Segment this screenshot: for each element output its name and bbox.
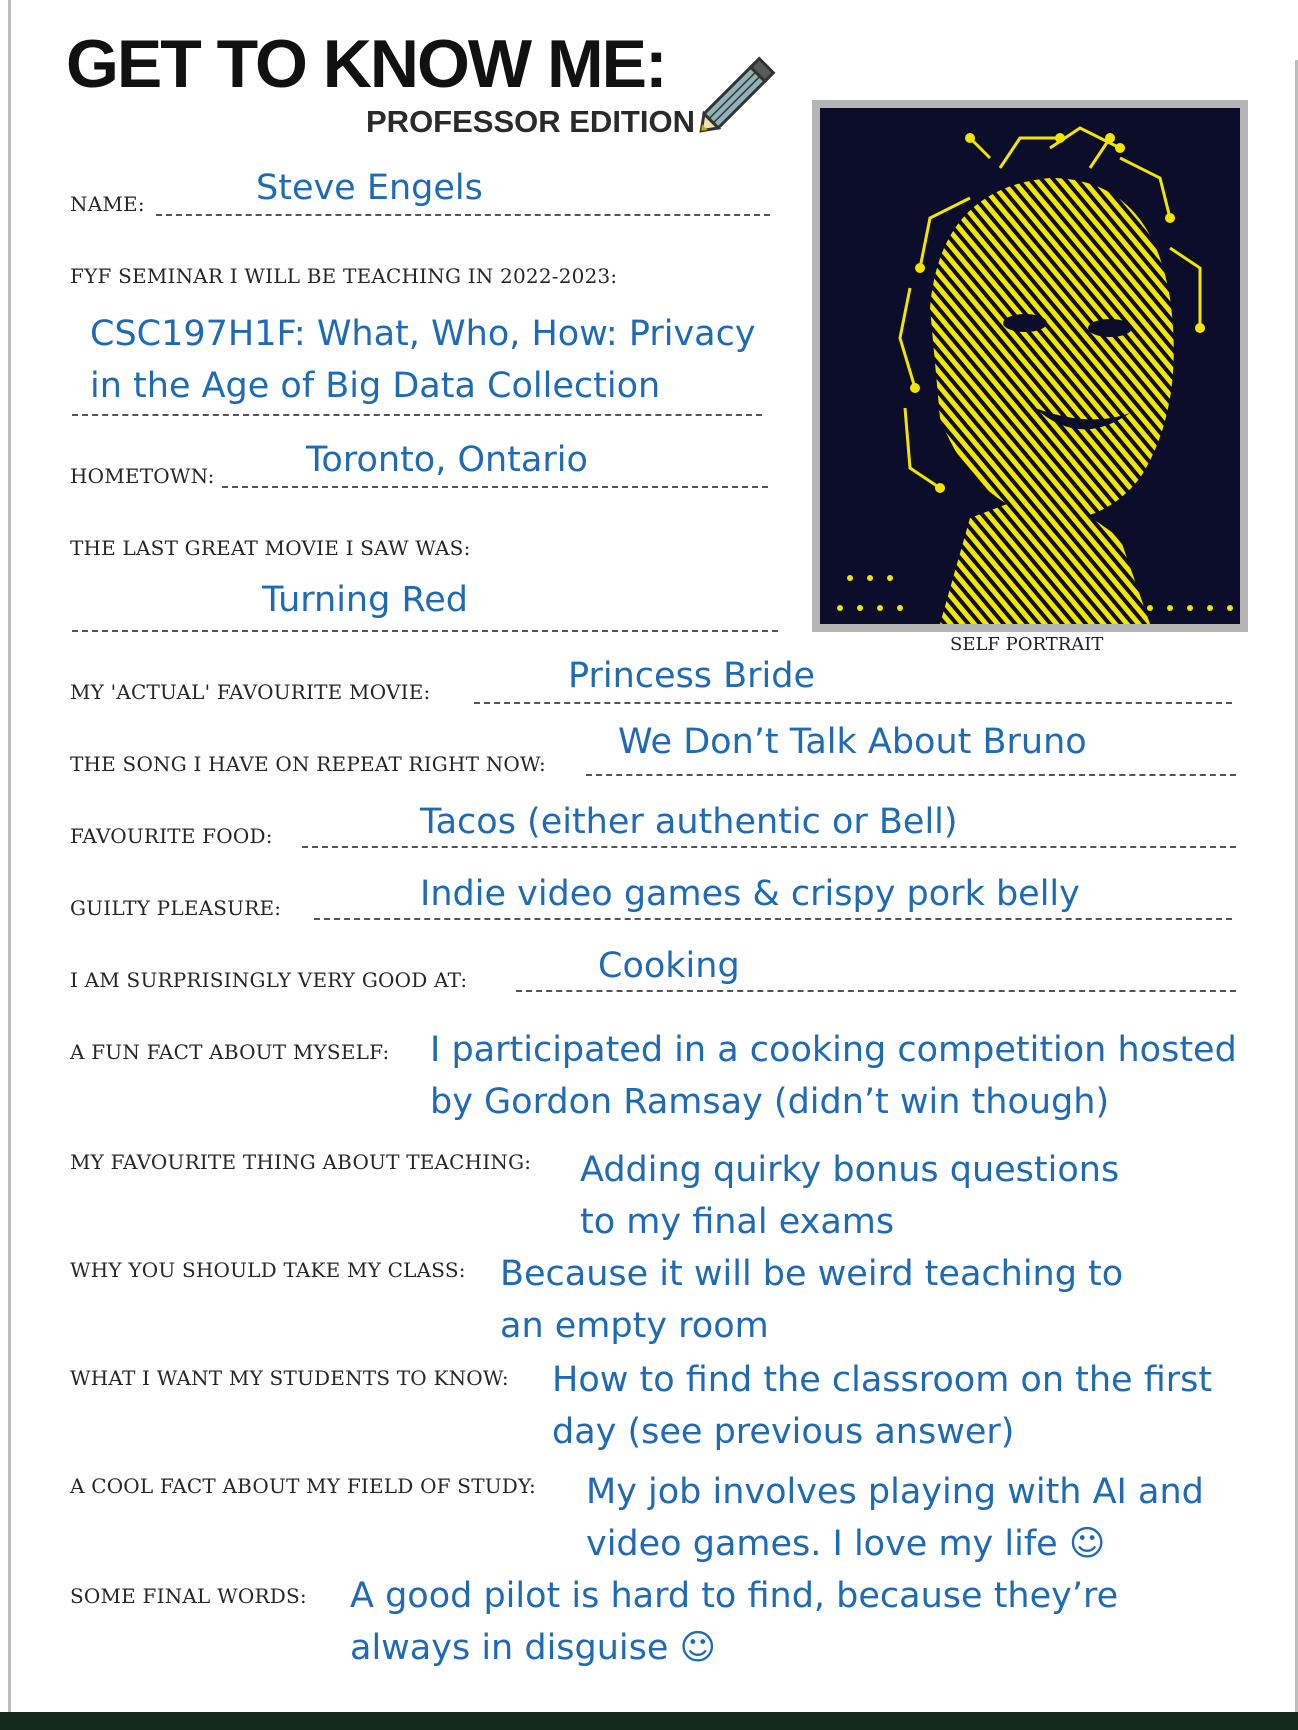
song-answer: We Don’t Talk About Bruno — [618, 722, 1087, 762]
teaching-answer-line1: Adding quirky bonus questions — [580, 1150, 1120, 1190]
self-portrait-image — [820, 108, 1240, 624]
seminar-label: FYF SEMINAR I WILL BE TEACHING IN 2022-2023: — [70, 264, 618, 288]
name-label: NAME: — [70, 192, 145, 216]
teaching-label: MY FAVOURITE THING ABOUT TEACHING: — [70, 1150, 532, 1174]
name-line — [156, 214, 770, 216]
why-class-label: WHY YOU SHOULD TAKE MY CLASS: — [70, 1258, 466, 1282]
photo-caption: SELF PORTRAIT — [950, 634, 1104, 655]
page-subtitle: PROFESSOR EDITION — [366, 104, 695, 139]
page-title: GET TO KNOW ME: — [66, 26, 666, 102]
students-know-answer-line2: day (see previous answer) — [552, 1412, 1015, 1452]
hometown-label: HOMETOWN: — [70, 464, 215, 488]
guilty-label: GUILTY PLEASURE: — [70, 896, 282, 920]
seminar-answer-line2: in the Age of Big Data Collection — [90, 366, 661, 406]
good-at-answer: Cooking — [598, 946, 740, 986]
name-answer: Steve Engels — [256, 168, 483, 208]
field-fact-label: A COOL FACT ABOUT MY FIELD OF STUDY: — [70, 1474, 536, 1498]
students-know-answer-line1: How to find the classroom on the first — [552, 1360, 1213, 1400]
fav-movie-line — [474, 702, 1232, 704]
fun-fact-answer-line1: I participated in a cooking competition hosted — [430, 1030, 1237, 1070]
fun-fact-label: A FUN FACT ABOUT MYSELF: — [70, 1040, 390, 1064]
pencil-icon — [686, 44, 790, 144]
food-label: FAVOURITE FOOD: — [70, 824, 273, 848]
teaching-answer-line2: to my final exams — [580, 1202, 895, 1242]
field-fact-answer-line1: My job involves playing with AI and — [586, 1472, 1204, 1512]
hometown-line — [222, 486, 768, 488]
field-fact-answer-line2: video games. I love my life ☺ — [586, 1524, 1106, 1564]
food-answer: Tacos (either authentic or Bell) — [420, 802, 958, 842]
song-line — [586, 774, 1236, 776]
self-portrait-frame — [812, 100, 1248, 632]
why-class-answer-line2: an empty room — [500, 1306, 769, 1346]
page-border-left — [8, 0, 11, 1712]
why-class-answer-line1: Because it will be weird teaching to — [500, 1254, 1124, 1294]
last-movie-line — [72, 630, 778, 632]
song-label: THE SONG I HAVE ON REPEAT RIGHT NOW: — [70, 752, 546, 776]
last-movie-label: THE LAST GREAT MOVIE I SAW WAS: — [70, 536, 471, 560]
final-words-answer-line1: A good pilot is hard to find, because they’re — [350, 1576, 1119, 1616]
fav-movie-label: MY 'ACTUAL' FAVOURITE MOVIE: — [70, 680, 431, 704]
fav-movie-answer: Princess Bride — [568, 656, 816, 696]
fun-fact-answer-line2: by Gordon Ramsay (didn’t win though) — [430, 1082, 1110, 1122]
seminar-line — [72, 414, 762, 416]
final-words-label: SOME FINAL WORDS: — [70, 1584, 307, 1608]
guilty-answer: Indie video games & crispy pork belly — [420, 874, 1080, 914]
good-at-label: I AM SURPRISINGLY VERY GOOD AT: — [70, 968, 468, 992]
students-know-label: WHAT I WANT MY STUDENTS TO KNOW: — [70, 1366, 509, 1390]
hometown-answer: Toronto, Ontario — [306, 440, 588, 480]
last-movie-answer: Turning Red — [262, 580, 468, 620]
footer-bar — [0, 1712, 1298, 1730]
seminar-answer-line1: CSC197H1F: What, Who, How: Privacy — [90, 314, 756, 354]
final-words-answer-line2: always in disguise ☺ — [350, 1628, 717, 1668]
